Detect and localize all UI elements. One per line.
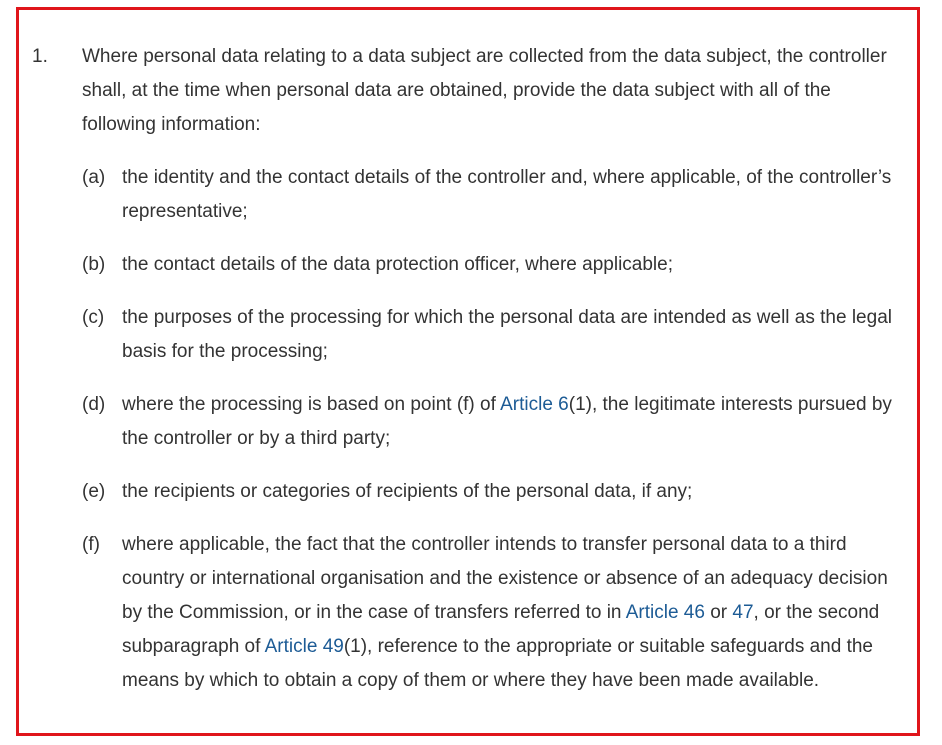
point-c	[82, 301, 902, 369]
article-49-link[interactable]: Article 49	[264, 636, 344, 657]
point-text	[122, 388, 902, 456]
point-label: (f)	[82, 534, 100, 555]
article-47-link[interactable]: 47	[732, 602, 754, 623]
paragraph-body	[82, 40, 902, 717]
point-text: the recipients or categories of recipients of the personal data, if any;	[122, 481, 693, 502]
point-e	[82, 475, 902, 509]
point-d	[82, 388, 902, 456]
point-label: (c)	[82, 307, 105, 328]
point-text: the identity and the contact details of the controller and, where applicable, of the controller’s representative;	[122, 167, 892, 222]
point-text-segment: (1), reference to the appropriate or suitable safeguards and the means by which to obtain a copy of them or where they have been made available.	[122, 636, 873, 691]
point-text-segment: where the processing is based on point (f) of	[122, 394, 501, 415]
point-list	[82, 161, 902, 698]
point-text: the contact details of the data protection officer, where applicable;	[122, 254, 673, 275]
point-label: (d)	[82, 394, 106, 415]
point-f	[82, 528, 902, 698]
point-b	[82, 248, 902, 282]
point-a	[82, 161, 902, 229]
article-6-link[interactable]: Article 6	[500, 394, 569, 415]
point-text-segment: (1), the legitimate interests pursued by the controller or by a third party;	[122, 394, 892, 449]
point-text: the purposes of the processing for which the personal data are intended as well as the legal basis for the processing;	[122, 307, 892, 362]
point-label: (b)	[82, 254, 106, 275]
paragraph-lead: Where personal data relating to a data subject are collected from the data subject, the controller shall, at the time when personal data are obtained, provide the data subject with all of the following information:	[82, 46, 887, 135]
article-46-link[interactable]: Article 46	[625, 602, 705, 623]
point-label: (a)	[82, 167, 106, 188]
paragraph-number: 1.	[32, 46, 48, 67]
point-text-segment: where applicable, the fact that the controller intends to transfer personal data to a third country or international organisation and the existence or absence of an adequacy decision by the Commission, or in the case of transfers referred to in	[122, 534, 888, 623]
point-text	[122, 528, 902, 698]
point-text-segment: , or the second subparagraph of	[122, 602, 880, 657]
point-text-segment: or	[704, 602, 733, 623]
point-label: (e)	[82, 481, 106, 502]
